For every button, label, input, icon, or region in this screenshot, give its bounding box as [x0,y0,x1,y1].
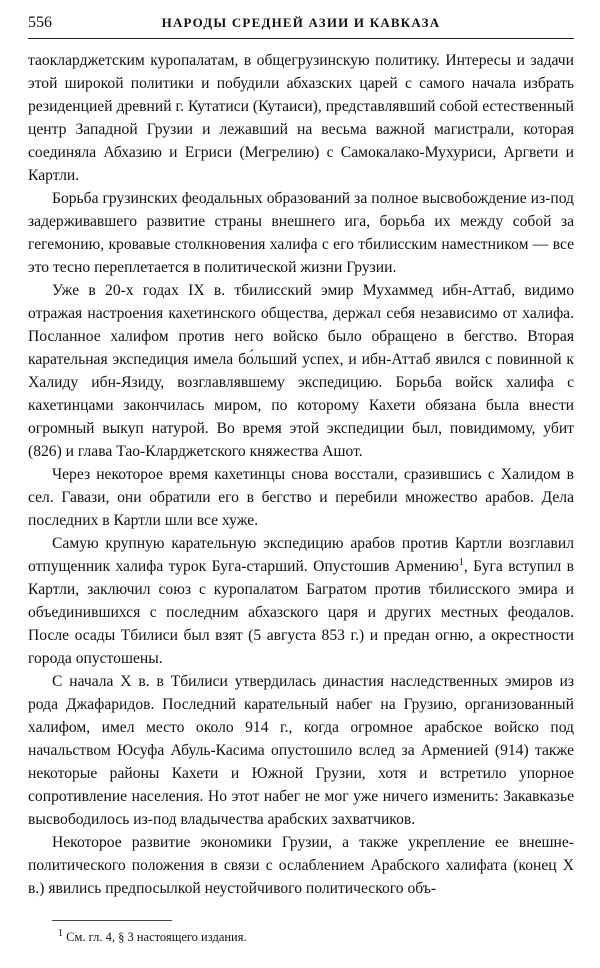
footnote-reference: 1 [458,556,464,568]
body-text [28,49,574,900]
page-header [28,14,574,39]
paragraph-5-tail: , Буга вступил в Картли, заключил союз с куропалатом Багратом против тбилисского эмира и объединившихся с последним абхазского царя и других местных феодалов. После осады Тбилиси был взят (5 августа 853 г.) и предан огню, а окрестности города опустошены. [28,558,574,667]
footnote-divider [52,920,172,921]
footnote [58,929,574,945]
paragraph-5 [28,532,574,670]
paragraph-7: Некоторое развитие экономики Грузии, а также укрепление ее внешнеполитического положения в связи с ослаблением Арабского халифата (конец X в.) явились предпосылкой неустойчивого политического объ- [28,834,574,897]
footnote-marker: 1 [58,927,63,939]
page-number: 556 [28,14,52,31]
paragraph-3: Уже в 20-х годах IX в. тбилисский эмир Мухаммед ибн-Аттаб, видимо отражая настроения кахетинского общества, держал себя независимо от халифа. Посланное халифом против него войско было обращено в бегство. Вторая карательная экспедиция имела бо́льший успех, и ибн-Аттаб явился с повинной к Халиду ибн-Язиду, возглавлявшему экспедицию. Борьба войск халифа с кахетинцами закончилась миром, по которому Кахети обязана была внести огромный выкуп натурой. Во время этой экспедиции был, повидимому, убит (826) и глава Тао-Кларджетского княжества Ашот. [28,282,574,460]
paragraph-6: С начала X в. в Тбилиси утвердилась династия наследственных эмиров из рода Джафаридов. Последний карательный набег на Грузию, организованный халифом, имел место около 914 г., когда огромное арабское войско под начальством Юсуфа Абуль-Касима опустошило вслед за Арменией (914) также некоторые районы Кахети и Южной Грузии, хотя и встретило упорное сопротивление населения. Но этот набег не мог уже ничего изменить: Закавказье высвободилось из-под владычества арабских захватчиков. [28,673,574,828]
paragraph-5-head: Самую крупную карательную экспедицию арабов против Картли возглавил отпущенник халифа турок Буга-старший. Опустошив Армению [28,535,574,575]
running-title: НАРОДЫ СРЕДНЕЙ АЗИИ И КАВКАЗА [161,15,441,30]
document-page [28,14,574,945]
paragraph-4: Через некоторое время кахетинцы снова восстали, сразившись с Халидом в сел. Гавази, они обратили его в бегство и перебили множество арабов. Дела последних в Картли шли все хуже. [28,466,574,529]
footnote-text: См. гл. 4, § 3 настоящего издания. [66,930,247,944]
paragraph-2: Борьба грузинских феодальных образований за полное высвобождение из-под задерживавшего развитие страны внешнего ига, борьба их между собой за гегемонию, кровавые столкновения халифа с его тбилисским наместником — все это тесно переплетается в политической жизни Грузии. [28,190,574,276]
paragraph-1: таокларджетским куропалатам, в общегрузинскую политику. Интересы и задачи этой широкой политики и побудили абхазских царей с самого начала избрать резиденцией древний г. Кутатиси (Кутаиси), представлявший собой естественный центр Западной Грузии и лежавший на весьма важной магистрали, которая соединяла Абхазию и Егриси (Мегрелию) с Самокалако-Мухуриси, Аргвети и Картли. [28,52,574,184]
